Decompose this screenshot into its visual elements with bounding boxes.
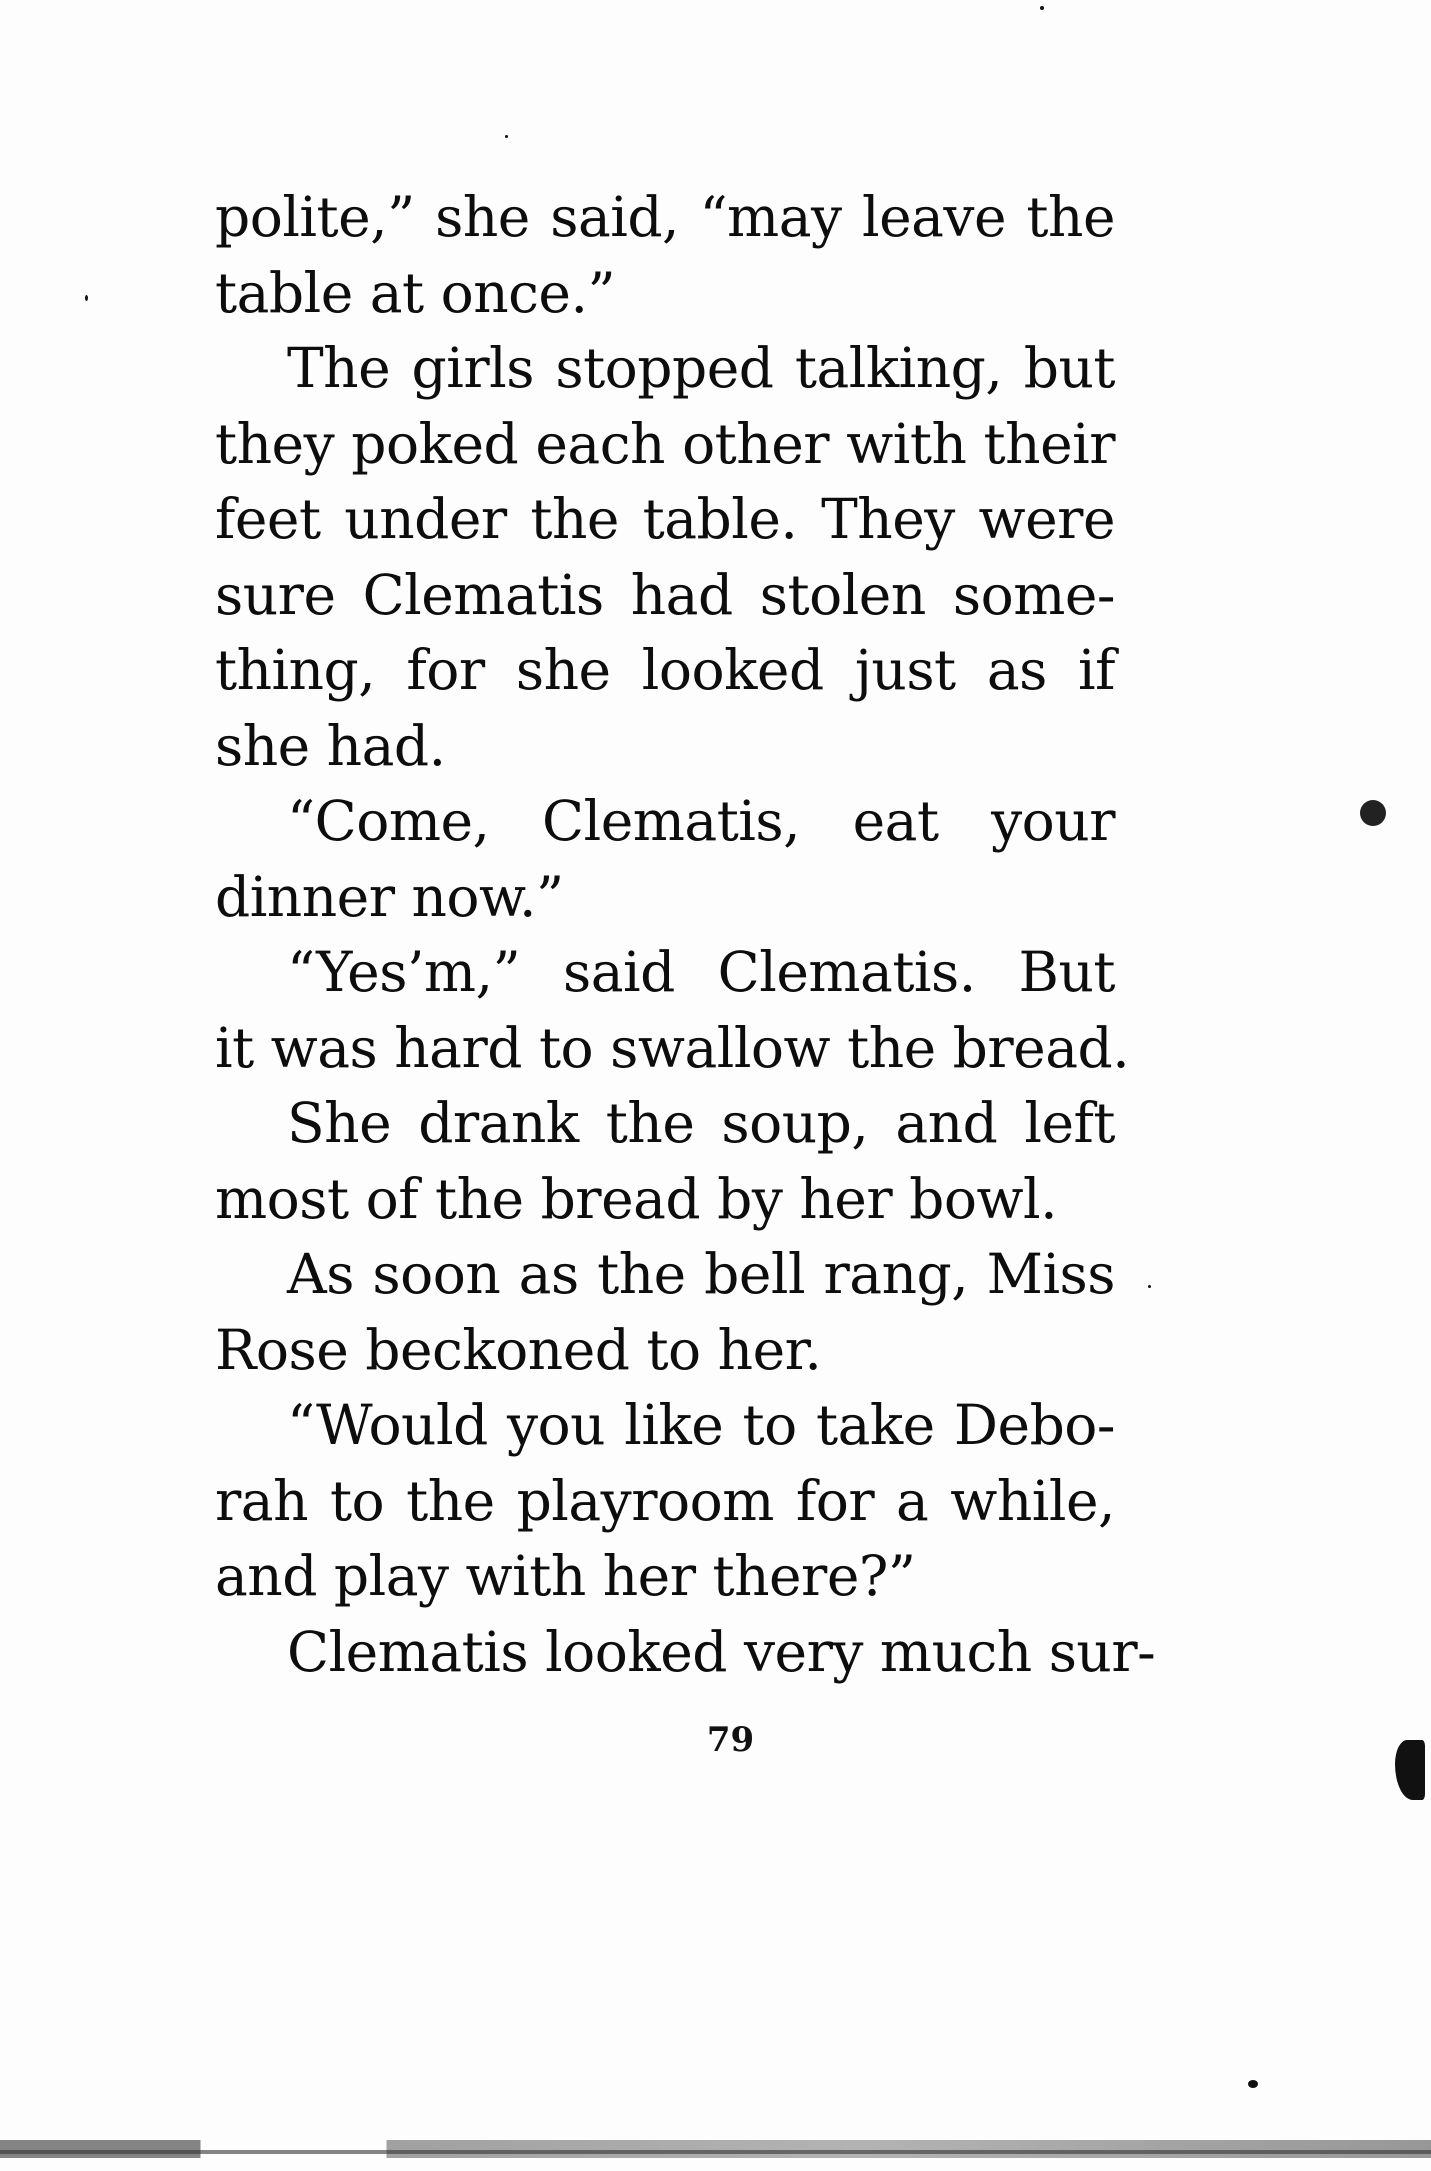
text-line: and play with her there?” — [215, 1544, 916, 1608]
scan-speck — [505, 135, 508, 138]
scan-speck — [1248, 2080, 1258, 2088]
text-line: it was hard to swallow the bread. — [215, 1015, 1130, 1080]
scan-speck — [1040, 6, 1044, 10]
text-line: Rose beckoned to her. — [215, 1317, 822, 1382]
text-line: rah to the playroom for a while, — [215, 1468, 1115, 1533]
text-line: As soon as the bell rang, Miss — [287, 1242, 1115, 1306]
scan-edge — [0, 2150, 1431, 2154]
text-line: she had. — [215, 713, 446, 778]
text-line: feet under the table. They were — [215, 487, 1115, 551]
text-line: The girls stopped talking, but — [287, 336, 1115, 400]
text-line: table at once.” — [215, 260, 616, 325]
scan-blot — [1395, 1740, 1425, 1800]
text-line: “Come, Clematis, eat your — [287, 789, 1115, 853]
scan-speck — [1148, 1285, 1151, 1288]
text-line: they poked each other with their — [215, 411, 1115, 476]
text-line: thing, for she looked just as if — [215, 638, 1115, 702]
text-line: “Would you like to take Debo- — [287, 1393, 1115, 1457]
body-text — [215, 180, 1156, 1690]
scan-speck — [85, 295, 88, 301]
text-line: sure Clematis had stolen some- — [215, 562, 1115, 627]
scan-edge — [0, 2140, 1431, 2158]
text-line: polite,” she said, “may leave the — [215, 185, 1115, 249]
scan-speck — [1360, 800, 1386, 826]
text-line: dinner now.” — [215, 864, 564, 929]
text-line: Clematis looked very much sur- — [287, 1619, 1156, 1684]
text-line: She drank the soup, and left — [287, 1091, 1115, 1155]
text-line: most of the bread by her bowl. — [215, 1166, 1058, 1231]
page-number: 79 — [706, 1720, 755, 1760]
text-line: “Yes’m,” said Clematis. But — [287, 940, 1115, 1004]
